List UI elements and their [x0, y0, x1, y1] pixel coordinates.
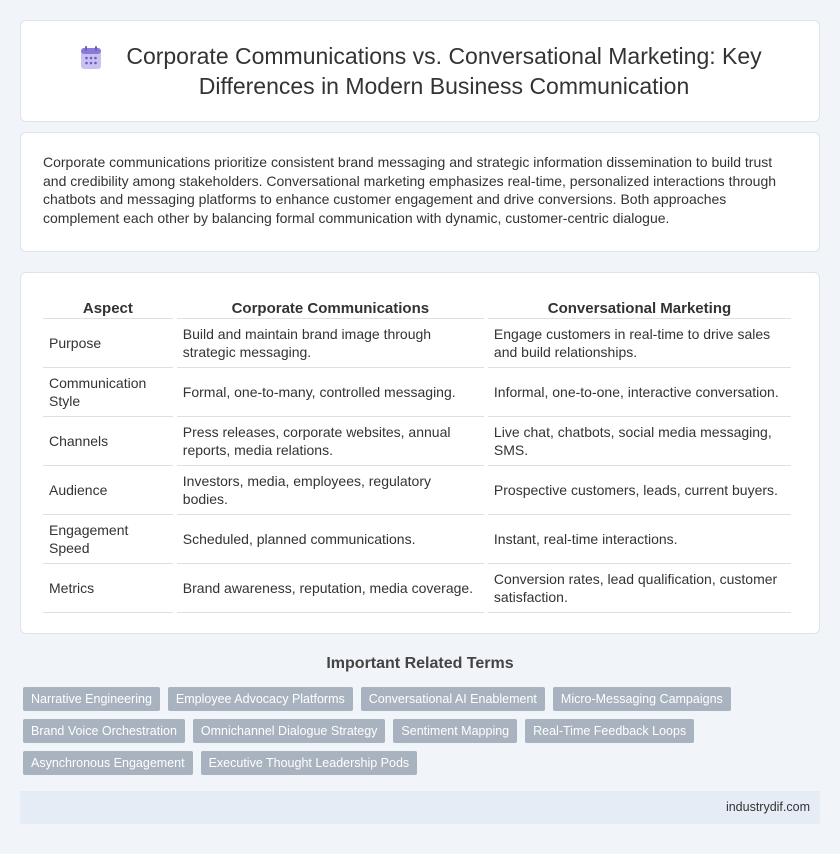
tag-narrative-engineering[interactable]: Narrative Engineering — [23, 687, 160, 711]
table-row — [43, 466, 791, 515]
aspect-cell: Audience — [43, 466, 173, 515]
corporate-cell: Formal, one-to-many, controlled messaging. — [177, 368, 484, 417]
conversational-cell: Prospective customers, leads, current buyers. — [488, 466, 791, 515]
aspect-cell: Channels — [43, 417, 173, 466]
title-wrap — [78, 41, 761, 101]
footer — [20, 791, 820, 824]
related-terms-list — [23, 687, 823, 783]
aspect-cell: Engagement Speed — [43, 515, 173, 564]
document-calendar-icon — [78, 45, 104, 71]
corporate-cell: Brand awareness, reputation, media coverage. — [177, 564, 484, 613]
tag-asynchronous-engagement[interactable]: Asynchronous Engagement — [23, 751, 193, 775]
table-row — [43, 417, 791, 466]
table-header-row — [43, 297, 791, 319]
tag-brand-voice-orchestration[interactable]: Brand Voice Orchestration — [23, 719, 185, 743]
page-title — [126, 41, 761, 101]
table-row — [43, 319, 791, 368]
corporate-cell: Scheduled, planned communications. — [177, 515, 484, 564]
tag-real-time-feedback-loops[interactable]: Real-Time Feedback Loops — [525, 719, 694, 743]
page-title-line2: Differences in Modern Business Communication — [198, 73, 690, 99]
conversational-cell: Live chat, chatbots, social media messaging, SMS. — [488, 417, 791, 466]
header-aspect: Aspect — [43, 297, 173, 319]
comparison-table — [39, 297, 795, 613]
related-terms-heading: Important Related Terms — [326, 655, 514, 672]
aspect-cell: Metrics — [43, 564, 173, 613]
conversational-cell: Informal, one-to-one, interactive conversation. — [488, 368, 791, 417]
aspect-cell: Purpose — [43, 319, 173, 368]
tag-sentiment-mapping[interactable]: Sentiment Mapping — [393, 719, 517, 743]
tag-row — [23, 751, 823, 775]
table-row — [43, 368, 791, 417]
tag-omnichannel-dialogue-strategy[interactable]: Omnichannel Dialogue Strategy — [193, 719, 386, 743]
page-title-line1: Corporate Communications vs. Conversational Marketing: Key — [126, 43, 762, 69]
tag-conversational-ai-enablement[interactable]: Conversational AI Enablement — [361, 687, 545, 711]
corporate-cell: Investors, media, employees, regulatory bodies. — [177, 466, 484, 515]
conversational-cell: Engage customers in real-time to drive sales and build relationships. — [488, 319, 791, 368]
header-corporate-communications: Corporate Communications — [177, 297, 484, 319]
intro-card — [20, 132, 820, 252]
header-conversational-marketing: Conversational Marketing — [488, 297, 791, 319]
tag-micro-messaging-campaigns[interactable]: Micro-Messaging Campaigns — [553, 687, 731, 711]
aspect-cell: Communication Style — [43, 368, 173, 417]
tag-employee-advocacy-platforms[interactable]: Employee Advocacy Platforms — [168, 687, 353, 711]
tag-row — [23, 687, 823, 711]
footer-site-link[interactable]: industrydif.com — [725, 800, 810, 814]
table-row — [43, 515, 791, 564]
comparison-table-card — [20, 272, 820, 634]
tag-executive-thought-leadership-pods[interactable]: Executive Thought Leadership Pods — [201, 751, 418, 775]
conversational-cell: Instant, real-time interactions. — [488, 515, 791, 564]
title-card — [20, 20, 820, 122]
corporate-cell: Build and maintain brand image through strategic messaging. — [177, 319, 484, 368]
tag-row — [23, 719, 823, 743]
intro-paragraph: Corporate communications prioritize consistent brand messaging and strategic information dissemination to build trust and credibility among stakeholders. Conversational marketing emphasizes real-time, personalized interactions through chatbots and messaging platforms to enhance customer engagement and drive conversions. Both approaches complement each other by balancing formal communication with dynamic, customer-centric dialogue. — [43, 154, 777, 226]
conversational-cell: Conversion rates, lead qualification, customer satisfaction. — [488, 564, 791, 613]
table-row — [43, 564, 791, 613]
corporate-cell: Press releases, corporate websites, annual reports, media relations. — [177, 417, 484, 466]
